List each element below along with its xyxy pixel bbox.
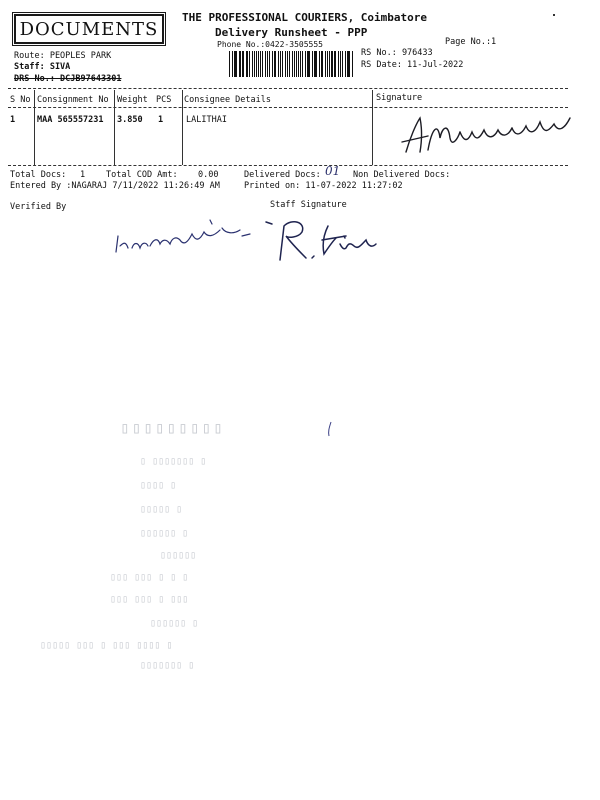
staff-signature <box>262 214 382 264</box>
bleedthrough-text: ▯ ▯▯▯▯▯▯▯ ▯ <box>140 456 207 467</box>
bleedthrough-text: ▯ ▯▯▯▯▯▯ <box>140 528 189 539</box>
bleedthrough-text: ▯▯▯▯▯▯▯▯▯ <box>118 418 223 437</box>
drs-number: DRS No.: DCJB97643301 <box>14 74 122 84</box>
speck <box>553 14 555 16</box>
stamp-text: DOCUMENTS <box>19 18 159 40</box>
col-divider <box>114 90 115 165</box>
header-signature: Signature <box>376 93 423 103</box>
verifier-signature <box>110 212 260 262</box>
total-cod-value: 0.00 <box>198 170 219 180</box>
rs-number: RS No.: 976433 <box>361 48 433 58</box>
row-consignee: LALITHAI <box>186 115 227 125</box>
verified-by-label: Verified By <box>10 202 67 212</box>
barcode <box>229 51 353 77</box>
bleedthrough-text: ▯ ▯ ▯ ▯▯▯ ▯▯▯ <box>110 572 189 583</box>
company-name: THE PROFESSIONAL COURIERS, Coimbatore <box>182 11 428 24</box>
bleedthrough-text: ▯ ▯▯▯▯▯▯▯ <box>140 660 195 671</box>
table-top-rule <box>8 88 568 89</box>
receiver-signature <box>398 108 578 160</box>
header-pcs: PCS <box>156 95 172 105</box>
total-cod-label: Total COD Amt: <box>106 170 178 180</box>
delivered-docs-value: 01 <box>325 164 341 178</box>
route: Route: PEOPLES PARK <box>14 51 112 61</box>
page-number: Page No.:1 <box>445 37 497 47</box>
entered-by: Entered By :NAGARAJ 7/11/2022 11:26:49 AM <box>10 181 220 191</box>
delivered-docs-label: Delivered Docs: <box>244 170 321 180</box>
row-sno: 1 <box>10 115 16 125</box>
total-docs-value: 1 <box>80 170 86 180</box>
row-pcs: 1 <box>158 115 164 125</box>
bleedthrough-text: ▯▯▯▯▯▯ <box>160 550 197 561</box>
printed-on: Printed on: 11-07-2022 11:27:02 <box>244 181 403 191</box>
col-divider <box>34 90 35 165</box>
staff: Staff: SIVA <box>14 62 71 72</box>
bleedthrough-text: ▯ ▯▯▯▯▯▯ <box>150 618 199 629</box>
bleedthrough-text: ▯ ▯▯▯▯ ▯▯▯ ▯ ▯▯▯ ▯▯▯▯▯ <box>40 640 173 651</box>
stray-ink-mark <box>325 420 335 438</box>
rs-date: RS Date: 11-Jul-2022 <box>361 60 464 70</box>
runsheet-title: Delivery Runsheet - PPP <box>215 26 368 39</box>
header-sno: S No <box>10 95 31 105</box>
table-bottom-rule <box>8 165 568 166</box>
col-divider <box>182 90 183 165</box>
phone-number: Phone No.:0422-3505555 <box>217 40 323 49</box>
col-divider <box>372 90 373 165</box>
total-docs-label: Total Docs: <box>10 170 67 180</box>
header-weight: Weight <box>117 95 148 105</box>
bleedthrough-text: ▯ ▯▯▯▯▯ <box>140 504 183 515</box>
bleedthrough-text: ▯ ▯▯▯▯ <box>140 480 177 491</box>
row-weight: 3.850 <box>117 115 143 125</box>
bleedthrough-text: ▯▯▯ ▯ ▯▯▯ ▯▯▯ <box>110 594 189 605</box>
staff-signature-label: Staff Signature <box>270 200 347 210</box>
header-consignee: Consignee Details <box>184 95 271 105</box>
header-consignment: Consignment No <box>37 95 109 105</box>
row-consignment-no: MAA 565557231 <box>37 115 104 125</box>
documents-stamp <box>14 14 164 44</box>
non-delivered-docs-label: Non Delivered Docs: <box>353 170 451 180</box>
